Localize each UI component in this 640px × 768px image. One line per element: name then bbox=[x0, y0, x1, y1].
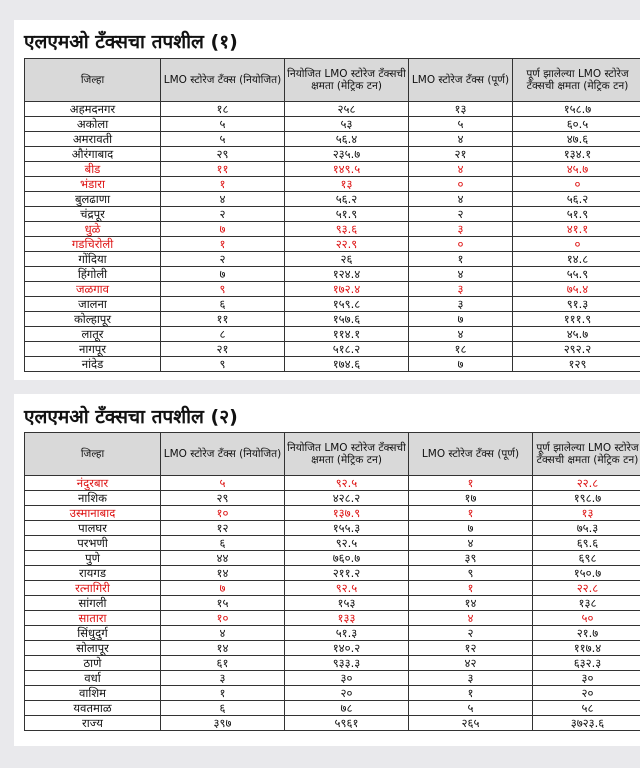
planned-tanks-cell: ५ bbox=[161, 117, 285, 132]
district-cell: गोंदिया bbox=[25, 252, 161, 267]
planned-capacity-cell: ११४.१ bbox=[285, 327, 409, 342]
planned-tanks-cell: १ bbox=[161, 177, 285, 192]
table-row bbox=[25, 252, 640, 267]
table-row bbox=[25, 327, 640, 342]
completed-capacity-cell: ४५.७ bbox=[513, 327, 640, 342]
completed-capacity-cell: ५६.२ bbox=[513, 192, 640, 207]
table-row bbox=[25, 222, 640, 237]
completed-tanks-cell: ४२ bbox=[409, 656, 533, 671]
planned-tanks-cell: ७ bbox=[161, 581, 285, 596]
planned-tanks-cell: ३ bbox=[161, 671, 285, 686]
planned-tanks-cell: ४ bbox=[161, 192, 285, 207]
completed-tanks-cell: १७ bbox=[409, 491, 533, 506]
planned-tanks-cell: १४ bbox=[161, 566, 285, 581]
planned-tanks-cell: ५ bbox=[161, 476, 285, 491]
planned-tanks-cell: ४ bbox=[161, 626, 285, 641]
completed-tanks-cell: ४ bbox=[409, 162, 513, 177]
completed-capacity-cell: २२.८ bbox=[533, 476, 640, 491]
table-row bbox=[25, 237, 640, 252]
completed-tanks-cell: ० bbox=[409, 177, 513, 192]
table-row bbox=[25, 491, 640, 506]
col-header-planned-capacity: नियोजित LMO स्टोरेज टँक्सची क्षमता (मेट्रिक टन) bbox=[285, 433, 409, 476]
planned-tanks-cell: ९ bbox=[161, 282, 285, 297]
completed-capacity-cell: ७५.३ bbox=[533, 521, 640, 536]
table-header-row bbox=[25, 433, 640, 476]
completed-tanks-cell: १२ bbox=[409, 641, 533, 656]
table-row bbox=[25, 177, 640, 192]
table-row bbox=[25, 282, 640, 297]
district-cell: सोलापूर bbox=[25, 641, 161, 656]
completed-capacity-cell: ४७.६ bbox=[513, 132, 640, 147]
table-row bbox=[25, 476, 640, 491]
table-row bbox=[25, 581, 640, 596]
col-header-completed-tanks: LMO स्टोरेज टँक्स (पूर्ण) bbox=[409, 59, 513, 102]
planned-capacity-cell: ४२८.२ bbox=[285, 491, 409, 506]
district-cell: पुणे bbox=[25, 551, 161, 566]
completed-tanks-cell: ४ bbox=[409, 611, 533, 626]
planned-capacity-cell: १७२.४ bbox=[285, 282, 409, 297]
completed-capacity-cell: ५१.९ bbox=[513, 207, 640, 222]
completed-tanks-cell: २ bbox=[409, 626, 533, 641]
district-cell: गडचिरोली bbox=[25, 237, 161, 252]
table-row bbox=[25, 117, 640, 132]
planned-capacity-cell: २५८ bbox=[285, 102, 409, 117]
planned-tanks-cell: १८ bbox=[161, 102, 285, 117]
planned-tanks-cell: ६ bbox=[161, 701, 285, 716]
planned-tanks-cell: २९ bbox=[161, 491, 285, 506]
completed-tanks-cell: ७ bbox=[409, 357, 513, 372]
planned-capacity-cell: १५५.३ bbox=[285, 521, 409, 536]
completed-tanks-cell: १ bbox=[409, 252, 513, 267]
table-row bbox=[25, 596, 640, 611]
planned-capacity-cell: २३५.७ bbox=[285, 147, 409, 162]
completed-tanks-cell: ४ bbox=[409, 192, 513, 207]
completed-capacity-cell: ५८ bbox=[533, 701, 640, 716]
planned-capacity-cell: ५१.९ bbox=[285, 207, 409, 222]
completed-capacity-cell: २९२.२ bbox=[513, 342, 640, 357]
district-cell: उस्मानाबाद bbox=[25, 506, 161, 521]
completed-capacity-cell: ११७.४ bbox=[533, 641, 640, 656]
table-row bbox=[25, 626, 640, 641]
col-header-district: जिल्हा bbox=[25, 433, 161, 476]
planned-tanks-cell: ४४ bbox=[161, 551, 285, 566]
lmo-tanks-panel-1 bbox=[14, 20, 640, 380]
planned-capacity-cell: ३० bbox=[285, 671, 409, 686]
completed-tanks-cell: १ bbox=[409, 581, 533, 596]
completed-tanks-cell: २ bbox=[409, 207, 513, 222]
col-header-completed-capacity: पूर्ण झालेल्या LMO स्टोरेज टँक्सची क्षमता (मेट्रिक टन) bbox=[513, 59, 640, 102]
table-row bbox=[25, 656, 640, 671]
completed-capacity-cell: १५०.७ bbox=[533, 566, 640, 581]
planned-tanks-cell: २९ bbox=[161, 147, 285, 162]
completed-capacity-cell: १२९ bbox=[513, 357, 640, 372]
completed-tanks-cell: १८ bbox=[409, 342, 513, 357]
planned-tanks-cell: १० bbox=[161, 611, 285, 626]
planned-capacity-cell: ५९६१ bbox=[285, 716, 409, 731]
completed-tanks-cell: ३ bbox=[409, 282, 513, 297]
district-cell: सातारा bbox=[25, 611, 161, 626]
planned-tanks-cell: ७ bbox=[161, 222, 285, 237]
completed-tanks-cell: ७ bbox=[409, 312, 513, 327]
table-row bbox=[25, 671, 640, 686]
completed-capacity-cell: २० bbox=[533, 686, 640, 701]
planned-capacity-cell: ७६०.७ bbox=[285, 551, 409, 566]
table-row bbox=[25, 686, 640, 701]
completed-capacity-cell: ४१.१ bbox=[513, 222, 640, 237]
planned-capacity-cell: २० bbox=[285, 686, 409, 701]
completed-tanks-cell: १ bbox=[409, 686, 533, 701]
planned-tanks-cell: ११ bbox=[161, 162, 285, 177]
district-cell: बीड bbox=[25, 162, 161, 177]
district-cell: रत्नागिरी bbox=[25, 581, 161, 596]
planned-capacity-cell: १३७.९ bbox=[285, 506, 409, 521]
table-row bbox=[25, 297, 640, 312]
table-row bbox=[25, 162, 640, 177]
district-cell: बुलढाणा bbox=[25, 192, 161, 207]
district-cell: सिंधुदुर्ग bbox=[25, 626, 161, 641]
table-row bbox=[25, 267, 640, 282]
district-cell: जालना bbox=[25, 297, 161, 312]
planned-capacity-cell: १४०.२ bbox=[285, 641, 409, 656]
planned-capacity-cell: १५७.६ bbox=[285, 312, 409, 327]
completed-capacity-cell: १५८.७ bbox=[513, 102, 640, 117]
table-row bbox=[25, 102, 640, 117]
planned-tanks-cell: ६ bbox=[161, 536, 285, 551]
lmo-tanks-table-2 bbox=[24, 432, 640, 731]
completed-tanks-cell: ४ bbox=[409, 536, 533, 551]
planned-capacity-cell: ९३.६ bbox=[285, 222, 409, 237]
completed-tanks-cell: ३९ bbox=[409, 551, 533, 566]
planned-capacity-cell: ७८ bbox=[285, 701, 409, 716]
table-row bbox=[25, 536, 640, 551]
planned-capacity-cell: ५६.४ bbox=[285, 132, 409, 147]
col-header-district: जिल्हा bbox=[25, 59, 161, 102]
lmo-tanks-table-1 bbox=[24, 58, 640, 372]
planned-capacity-cell: २२.९ bbox=[285, 237, 409, 252]
table-row bbox=[25, 357, 640, 372]
planned-capacity-cell: ५१८.२ bbox=[285, 342, 409, 357]
district-cell: चंद्रपूर bbox=[25, 207, 161, 222]
district-cell: भंडारा bbox=[25, 177, 161, 192]
completed-tanks-cell: ३ bbox=[409, 297, 513, 312]
completed-capacity-cell: १३४.१ bbox=[513, 147, 640, 162]
completed-capacity-cell: ३० bbox=[533, 671, 640, 686]
planned-capacity-cell: ९२.५ bbox=[285, 476, 409, 491]
completed-capacity-cell: ७५.४ bbox=[513, 282, 640, 297]
table-row bbox=[25, 551, 640, 566]
planned-capacity-cell: १५३ bbox=[285, 596, 409, 611]
completed-capacity-cell: २१.७ bbox=[533, 626, 640, 641]
district-cell: नंदुरबार bbox=[25, 476, 161, 491]
district-cell: हिंगोली bbox=[25, 267, 161, 282]
completed-tanks-cell: २१ bbox=[409, 147, 513, 162]
completed-tanks-cell: ४ bbox=[409, 327, 513, 342]
district-cell: नांदेड bbox=[25, 357, 161, 372]
planned-capacity-cell: १४९.५ bbox=[285, 162, 409, 177]
planned-tanks-cell: ३९७ bbox=[161, 716, 285, 731]
table-row bbox=[25, 132, 640, 147]
completed-capacity-cell: १३८ bbox=[533, 596, 640, 611]
completed-tanks-cell: ५ bbox=[409, 117, 513, 132]
planned-capacity-cell: १२४.४ bbox=[285, 267, 409, 282]
table-row bbox=[25, 566, 640, 581]
completed-capacity-cell: ५५.९ bbox=[513, 267, 640, 282]
completed-capacity-cell: २२.८ bbox=[533, 581, 640, 596]
completed-capacity-cell: ६९.६ bbox=[533, 536, 640, 551]
completed-capacity-cell: १११.९ bbox=[513, 312, 640, 327]
table-row bbox=[25, 147, 640, 162]
table-row bbox=[25, 521, 640, 536]
district-cell: नाशिक bbox=[25, 491, 161, 506]
completed-capacity-cell: १३ bbox=[533, 506, 640, 521]
planned-tanks-cell: ९ bbox=[161, 357, 285, 372]
planned-capacity-cell: १५९.८ bbox=[285, 297, 409, 312]
planned-capacity-cell: १७४.६ bbox=[285, 357, 409, 372]
planned-tanks-cell: ८ bbox=[161, 327, 285, 342]
planned-tanks-cell: २१ bbox=[161, 342, 285, 357]
completed-tanks-cell: ३ bbox=[409, 671, 533, 686]
district-cell: राज्य bbox=[25, 716, 161, 731]
completed-capacity-cell: १९८.७ bbox=[533, 491, 640, 506]
table-row bbox=[25, 506, 640, 521]
planned-capacity-cell: ९२.५ bbox=[285, 581, 409, 596]
planned-tanks-cell: १४ bbox=[161, 641, 285, 656]
table-row bbox=[25, 192, 640, 207]
completed-tanks-cell: ० bbox=[409, 237, 513, 252]
planned-tanks-cell: ७ bbox=[161, 267, 285, 282]
planned-tanks-cell: ६१ bbox=[161, 656, 285, 671]
table-row bbox=[25, 207, 640, 222]
col-header-planned-tanks: LMO स्टोरेज टँक्स (नियोजित) bbox=[161, 59, 285, 102]
planned-capacity-cell: ५१.३ bbox=[285, 626, 409, 641]
table-row bbox=[25, 701, 640, 716]
completed-capacity-cell: ३७२३.६ bbox=[533, 716, 640, 731]
planned-capacity-cell: ५३ bbox=[285, 117, 409, 132]
district-cell: ठाणे bbox=[25, 656, 161, 671]
completed-capacity-cell: ६०.५ bbox=[513, 117, 640, 132]
completed-tanks-cell: ५ bbox=[409, 701, 533, 716]
completed-tanks-cell: २६५ bbox=[409, 716, 533, 731]
district-cell: अहमदनगर bbox=[25, 102, 161, 117]
planned-tanks-cell: १ bbox=[161, 237, 285, 252]
planned-capacity-cell: ९२.५ bbox=[285, 536, 409, 551]
planned-tanks-cell: १ bbox=[161, 686, 285, 701]
district-cell: पालघर bbox=[25, 521, 161, 536]
planned-capacity-cell: २६ bbox=[285, 252, 409, 267]
completed-tanks-cell: १४ bbox=[409, 596, 533, 611]
planned-tanks-cell: ५ bbox=[161, 132, 285, 147]
table-row bbox=[25, 342, 640, 357]
table-row bbox=[25, 716, 640, 731]
table-title-2: एलएमओ टँक्सचा तपशील (२) bbox=[24, 406, 238, 428]
completed-capacity-cell: ६३२.३ bbox=[533, 656, 640, 671]
district-cell: वर्धा bbox=[25, 671, 161, 686]
col-header-completed-capacity: पूर्ण झालेल्या LMO स्टोरेज टँक्सची क्षमता (मेट्रिक टन) bbox=[533, 433, 640, 476]
table-title-1: एलएमओ टँक्सचा तपशील (१) bbox=[24, 31, 238, 53]
table-row bbox=[25, 312, 640, 327]
col-header-planned-tanks: LMO स्टोरेज टँक्स (नियोजित) bbox=[161, 433, 285, 476]
district-cell: परभणी bbox=[25, 536, 161, 551]
district-cell: कोल्हापूर bbox=[25, 312, 161, 327]
planned-tanks-cell: २ bbox=[161, 207, 285, 222]
table-row bbox=[25, 611, 640, 626]
table-row bbox=[25, 641, 640, 656]
planned-capacity-cell: ५६.२ bbox=[285, 192, 409, 207]
table-body-1 bbox=[25, 102, 640, 372]
district-cell: वाशिम bbox=[25, 686, 161, 701]
completed-capacity-cell: ४५.७ bbox=[513, 162, 640, 177]
planned-tanks-cell: ११ bbox=[161, 312, 285, 327]
completed-tanks-cell: ४ bbox=[409, 132, 513, 147]
lmo-tanks-panel-2 bbox=[14, 394, 640, 746]
completed-tanks-cell: १३ bbox=[409, 102, 513, 117]
district-cell: रायगड bbox=[25, 566, 161, 581]
table-header-row bbox=[25, 59, 640, 102]
completed-tanks-cell: ४ bbox=[409, 267, 513, 282]
planned-tanks-cell: २ bbox=[161, 252, 285, 267]
planned-tanks-cell: ६ bbox=[161, 297, 285, 312]
completed-tanks-cell: १ bbox=[409, 506, 533, 521]
district-cell: नागपूर bbox=[25, 342, 161, 357]
district-cell: जळगाव bbox=[25, 282, 161, 297]
completed-capacity-cell: ० bbox=[513, 237, 640, 252]
completed-capacity-cell: ६९८ bbox=[533, 551, 640, 566]
completed-capacity-cell: १४.८ bbox=[513, 252, 640, 267]
table-body-2 bbox=[25, 476, 640, 731]
planned-capacity-cell: २११.२ bbox=[285, 566, 409, 581]
district-cell: औरंगाबाद bbox=[25, 147, 161, 162]
planned-capacity-cell: १३३ bbox=[285, 611, 409, 626]
district-cell: लातूर bbox=[25, 327, 161, 342]
completed-tanks-cell: ७ bbox=[409, 521, 533, 536]
completed-tanks-cell: ९ bbox=[409, 566, 533, 581]
district-cell: अमरावती bbox=[25, 132, 161, 147]
completed-tanks-cell: १ bbox=[409, 476, 533, 491]
district-cell: धुळे bbox=[25, 222, 161, 237]
col-header-completed-tanks: LMO स्टोरेज टँक्स (पूर्ण) bbox=[409, 433, 533, 476]
planned-tanks-cell: १५ bbox=[161, 596, 285, 611]
planned-tanks-cell: १० bbox=[161, 506, 285, 521]
district-cell: अकोला bbox=[25, 117, 161, 132]
planned-capacity-cell: ९३३.३ bbox=[285, 656, 409, 671]
col-header-planned-capacity: नियोजित LMO स्टोरेज टँक्सची क्षमता (मेट्रिक टन) bbox=[285, 59, 409, 102]
district-cell: यवतमाळ bbox=[25, 701, 161, 716]
completed-tanks-cell: ३ bbox=[409, 222, 513, 237]
planned-capacity-cell: १३ bbox=[285, 177, 409, 192]
planned-tanks-cell: १२ bbox=[161, 521, 285, 536]
completed-capacity-cell: ९१.३ bbox=[513, 297, 640, 312]
completed-capacity-cell: ५० bbox=[533, 611, 640, 626]
completed-capacity-cell: ० bbox=[513, 177, 640, 192]
district-cell: सांगली bbox=[25, 596, 161, 611]
